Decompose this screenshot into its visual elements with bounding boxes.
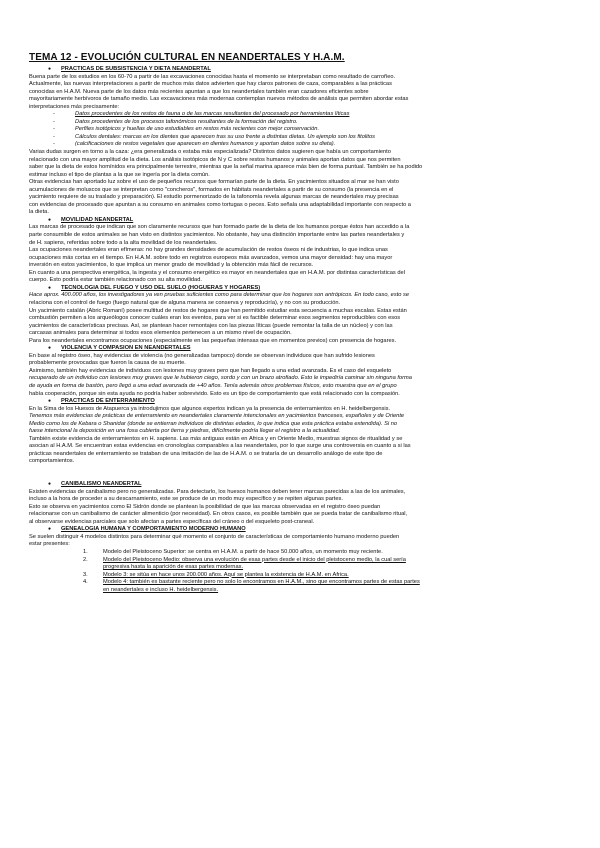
paragraph-line: de ayuda en forma de bastón, pero llegó a una edad avanzada de +40 años. Tenía además otros problemas físicos, esto muestra que en el grupo <box>29 382 397 389</box>
paragraph-line: En base al registro óseo, hay evidencias de violencia (no generalizadas tampoco) donde se observan individuos que han sufrido lesiones <box>29 352 375 359</box>
paragraph-line: mayoritariamente herbívoros de tamaño medio. Las excavaciones más modernas contemplan nuevos métodos de análisis que permiten abordar estas <box>29 96 409 103</box>
dash-marker: - <box>53 118 55 125</box>
numbered-list-item <box>29 579 573 587</box>
section-heading: ● TECNOLOGÍA DEL FUEGO Y USO DEL SUELO (HOGUERAS Y HOGARES) <box>29 285 573 293</box>
list-text: progresiva hasta la aparición de esas partes modernas. <box>103 564 244 571</box>
paragraph-line: carcasas animales para determinar si todos esos elementos pertenecen a un mismo nivel de ocupación. <box>29 330 292 337</box>
paragraph-line: Se suelen distinguir 4 modelos distintos para determinar qué momento el conjunto de características de comportamiento humano moderno pueden <box>29 533 400 540</box>
list-text: en neandertales e incluso H. heidelbergensis. <box>103 586 219 593</box>
dash-list-item <box>29 111 573 119</box>
dash-marker: - <box>53 133 55 140</box>
paragraph-line: recuperado de un individuo con lesiones muy graves que le hubieron ciego, sordo y con un brazo atrofiado. Esto le impediría caminar sin ninguna forma <box>29 375 412 382</box>
numbered-list-item <box>29 549 573 557</box>
numbered-list-item <box>29 557 573 565</box>
list-text: Modelo 4: también es bastante reciente pero no solo lo encontramos en H.A.M., sino que encontramos partes de estas partes <box>103 579 420 586</box>
section-heading: ● PRÁCTICAS DE ENTERRAMIENTO <box>29 398 573 406</box>
list-text: Cálculos dentales: marcas en los dientes que aparecen tras su uso frente a distintas dietas. Un ejemplo son los fitolitos <box>75 133 376 140</box>
paragraph-line: cuerpo. Esto podría estar también relacionado con su alta movilidad. <box>29 277 202 284</box>
paragraph-line: comportamientos. <box>29 458 75 465</box>
paragraph-line: la dieta. <box>29 209 49 216</box>
paragraph-line: combustión permiten a los arqueólogos conocer cuáles eran los eventos, para ver si es factible determinar esos segmentos reproducibles con esos <box>29 315 401 322</box>
list-number: 2. <box>83 556 88 563</box>
paragraph-line: Asimismo, también hay evidencias de individuos con lesiones muy graves pero que han llegado a una edad avanzada. Es el caso del esqueleto <box>29 367 392 374</box>
paragraph-line: Medio como los de Kebara o Shanidar (donde se entierran individuos de distintas edades, lo que indica que esta práctica estaba extendida). Si no <box>29 420 398 427</box>
paragraph-line: relaciona con el control de fuego (fuego natural que de alguna manera se conserva y reproduciría), y no con su producción. <box>29 299 341 306</box>
paragraph-line: Las marcas de procesado que indican que son claramente recursos que han formado parte de la dieta de los humanos porque éstos han accedido a la <box>29 224 410 231</box>
paragraph-line: También existe evidencia de enterramientos en H. sapiens. Las más antiguas están en África y en Oriente Medio, muestras signos de ritualidad y se <box>29 435 403 442</box>
paragraph-line: Varias dudas surgen en torno a la caza: ¿era generalizada o estaba más especializada? Distintos datos sugieren que había un comportamiento <box>29 149 391 156</box>
paragraph-line: conocidas en H.A.M. Nueva parte de los datos más recientes apuntan a que los neandertales también eran cazadores eficientes sobre <box>29 88 369 95</box>
paragraph-line: En la Sima de los Huesos de Atapuerca ya introdujimos que algunos expertos indican ya la presencia de enterramientos en H. heidelbergensis. <box>29 405 391 412</box>
paragraph-line: Hace aprox. 400.000 años, los investigadores ya ven pruebas suficientes como para determinar que los hogares son antrópicos. En todo caso, esto se <box>29 292 410 299</box>
numbered-list-item <box>29 572 573 580</box>
paragraph-line: En cuanto a una perspectiva energética, la ingesta y el consumo energético es mayor en neandertales que en H.A.M. por distintas características del <box>29 269 405 276</box>
paragraph-line: interpretaciones más precisamente: <box>29 103 120 110</box>
section-heading: ● CANIBALISMO NEANDERTAL <box>29 481 573 489</box>
list-number: 1. <box>83 549 88 555</box>
dash-marker: - <box>53 126 55 133</box>
paragraph-line: Actualmente, las nuevas interpretaciones a partir de muchos más datos advierten que hay claros patrones de caza, comparables a las prácticas <box>29 81 392 88</box>
paragraph-line: yacimiento requiere de su traslado y preparación). El estudio pormenorizado de la tafonomía revela algunas marcas de neandertales muy precisas <box>29 194 399 201</box>
paragraph-line: Tenemos más evidencias de prácticas de enterramiento en neandertales claramente intencionales en yacimientos franceses, españoles y de Oriente <box>29 413 405 420</box>
paragraph-line: fuese intencional la deposición en una fosa cubierta por tierra y piedras, difícilmente podría llegar el registro a la actualidad. <box>29 428 341 435</box>
paragraph-line: Las ocupaciones neandertales eran efímeras: no hay grandes densidades de acumulación de restos óseos ni de industrias, lo que indica unas <box>29 247 388 254</box>
paragraph-line: Otras evidencias han aportado luz sobre el uso de pequeños recursos que formarían parte de la dieta. En yacimientos situados al mar se han visto <box>29 179 399 186</box>
paragraph-line: Esto se observa en yacimientos como El Sidrón donde se plantean la posibilidad de que las marcas observadas en el registro óseo puedan <box>29 503 381 510</box>
numbered-list-item <box>29 564 573 572</box>
list-text: (calcificaciones de restos vegetales que aparecen en dientes humanos y aportan datos sobre su dieta). <box>75 141 336 148</box>
paragraph-line: relacionado con una mayor amplitud de la dieta. Los análisis isotópicos de N y C sobre restos humanos y animales aportan datos que nos permiten <box>29 156 401 163</box>
list-text: Perfiles isotópicos y huellas de uso estudiables en restos más recientes con mejor conservación. <box>75 126 320 133</box>
paragraph-line: ocupaciones más cortas en el tiempo. En H.A.M. sobre todo en registros europeos más avanzados, vemos una mayor densidad: hay una mayor <box>29 254 393 261</box>
list-text: Modelo del Pleistoceno Superior: se centra en H.A.M. a partir de hace 50.000 años, un momento muy reciente. <box>103 549 383 555</box>
dash-list-item <box>29 126 573 134</box>
paragraph-line: de H. sapiens, referidas sobre todo a la alta movilidad de los neandertales. <box>29 239 218 246</box>
list-text: Modelo 3: se sitúa en hace unos 200.000 años. Aquí se plantea la existencia de H.A.M. en África. <box>103 571 349 578</box>
paragraph-line: acumulaciones de moluscos que se interpretan como "concheros", formados en hábitats neandertales a partir de su consumo (la presencia en el <box>29 186 394 193</box>
paragraph-line: saber que la dieta de estos homínidos era principalmente terrestre, mientras que la señal marina aparece más bien de forma puntual. También se ha podido <box>29 164 423 171</box>
list-number: 4. <box>83 579 88 586</box>
numbered-list-item <box>29 587 573 595</box>
paragraph-line: prácticas neandertales de enterramiento se trataban de una imitación de las de H.A.M. o se trataría de un desarrollo análogo de este tipo de <box>29 450 383 457</box>
section-heading: ● GENEALOGÍA HUMANA Y COMPORTAMIENTO MODERNO HUMANO <box>29 526 573 534</box>
dash-list-item <box>29 119 573 127</box>
section-heading: ● MOVILIDAD NEANDERTAL <box>29 217 573 225</box>
dash-marker: - <box>53 111 55 118</box>
paragraph-line: Existen evidencias de canibalismo pero no generalizadas. Para detectarlo, los huesos humanos deben tener marcas parecidas a las de los animales, <box>29 488 406 495</box>
paragraph-line: incluso a la hora de proceder a su descarnamiento, este se produce de un modo muy específico y se repiten algunas partes. <box>29 496 343 503</box>
paragraph-line: asocian al H.A.M. Se encuentran estas evidencias en cronologías comparables a las neandertales, por lo que surge una controversia en cuanto a si las <box>29 443 411 450</box>
blank-line <box>29 466 573 474</box>
blank-line <box>29 474 573 482</box>
paragraph-line: estimar incluso el tipo de plantas a la que se ingería por la dieta común. <box>29 171 210 178</box>
list-text: Modelo del Pleistoceno Medio: observa una evolución de esas partes desde el inicio del pleistoceno medio, la cual sería <box>103 556 406 563</box>
dash-marker: - <box>53 141 55 148</box>
paragraph-line: probablemente provocadas que fueron la causa de su muerte. <box>29 360 186 367</box>
paragraph-line: inversión en estos yacimientos, lo que implica un menor grado de movilidad y la obtención más fácil de recursos. <box>29 262 314 269</box>
section-heading: ● VIOLENCIA Y COMPASIÓN EN NEANDERTALES <box>29 345 573 353</box>
document-title: TEMA 12 - EVOLUCIÓN CULTURAL EN NEANDERTALES Y H.A.M. <box>29 52 345 63</box>
paragraph-line: Un yacimiento catalán (Abric Romaní) posee multitud de restos de hogares que han permitido estudiar esta secuencia a muchas escalas. Estas están <box>29 307 407 314</box>
paragraph-line: al observarse evidencias parciales que solo afectan a partes específicas del cráneo o del esqueleto post-craneal. <box>29 518 315 525</box>
paragraph-line: había cooperación, porque sin esta ayuda no podría haber sobrevivido. Esto es un tipo de comportamiento que está relacionado con la compasión. <box>29 390 400 397</box>
dash-list-item <box>29 141 573 149</box>
paragraph-line: estar presentes: <box>29 541 70 548</box>
paragraph-line: Para los neandertales encontramos ocupaciones (especialmente en las pequeñas intensas que en momentos previos) con presencia de hogares. <box>29 337 397 344</box>
section-heading: ● PRÁCTICAS DE SUBSISTENCIA Y DIETA NEANDERTAL <box>29 66 573 74</box>
paragraph-line: con evidencias de procesado que apuntan a su consumo en animales como tortugas o peces. Esto señala una adaptabilidad importante con respecto a <box>29 201 411 208</box>
document-body <box>29 66 573 594</box>
list-text: Datos procedentes de los restos de fauna o de las marcas resultantes del procesado por herramientas líticas <box>75 111 350 118</box>
paragraph-line: parte consumible de estos animales se han visto en distintos yacimientos. No obstante, hay una distinción importante entre las partes neandertales y <box>29 232 405 239</box>
list-text: Datos procedentes de los procesos tafonómicos resultantes de la formación del registro. <box>75 118 298 125</box>
paragraph-line: relacionarse con un canibalismo de carácter alimenticio (por necesidad). En otros casos, es posible también que se pueda tratar de canibalismo ritual, <box>29 511 408 518</box>
dash-list-item <box>29 134 573 142</box>
paragraph-line: yacimientos de características precisas. Así, se plantean hacer remontajes con las piezas líticas (puede remontar la talla de un núcleo) y con las <box>29 322 393 329</box>
paragraph-line: Buena parte de los estudios en los 60-70 a partir de las excavaciones conocidas hasta el momento se interpretaban como resultado de carroñeo. <box>29 73 396 80</box>
list-number: 3. <box>83 571 88 578</box>
